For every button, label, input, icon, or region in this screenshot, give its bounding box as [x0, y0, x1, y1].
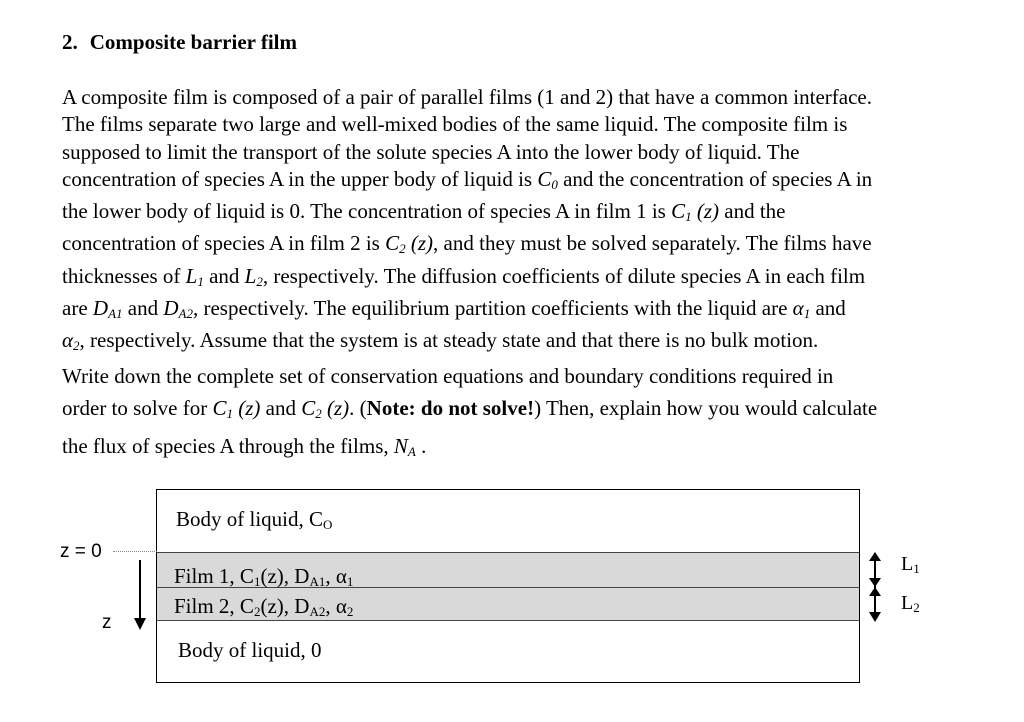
para1-line2: The films separate two large and well-mixed bodies of the same liquid. The composite film is: [62, 112, 848, 137]
para1-line1: A composite film is composed of a pair of parallel films (1 and 2) that have a common interface.: [62, 85, 872, 109]
para1-line8: are DA1 and DA2, respectively. The equilibrium partition coefficients with the liquid are α1 and: [62, 296, 846, 322]
note-bold: Note: do not solve!: [366, 396, 535, 420]
task-instructions: [62, 360, 982, 468]
upper-liquid-label: Body of liquid, CO: [176, 507, 333, 532]
z-zero-dotted-line: [113, 551, 157, 552]
z-direction-arrow-icon: [133, 560, 147, 630]
para1-line3: supposed to limit the transport of the solute species A into the lower body of liquid. The: [62, 139, 800, 164]
L1-label: L1: [901, 553, 920, 576]
para1-line5: the lower body of liquid is 0. The concentration of species A in film 1 is C1 (z) and the: [62, 199, 786, 225]
section-heading: [62, 30, 297, 55]
composite-film-diagram: [156, 489, 860, 683]
film2-label: Film 2, C2(z), DA2, α2: [174, 594, 354, 619]
lower-liquid-label: Body of liquid, 0: [178, 638, 322, 662]
problem-description: [62, 84, 982, 360]
para1-line7: thicknesses of L1 and L2, respectively. The diffusion coefficients of dilute species A in each film: [62, 263, 866, 289]
para2-line3: the flux of species A through the films, NA .: [62, 434, 427, 459]
section-number: 2.: [62, 30, 78, 54]
para2-line2: order to solve for C1 (z) and C2 (z). (Note: do not solve!) Then, explain how you would calculate: [62, 396, 878, 421]
z-axis-label: z: [102, 612, 112, 633]
para1-line6: concentration of species A in film 2 is C2 (z), and they must be solved separately. The films have: [62, 231, 872, 257]
L2-label: L2: [901, 592, 920, 615]
para1-line9: α2, respectively. Assume that the system is at steady state and that there is no bulk motion.: [62, 328, 819, 354]
thickness-arrows-icon: [866, 551, 884, 623]
section-title: Composite barrier film: [89, 30, 297, 54]
film1-label: Film 1, C1(z), DA1, α1: [174, 564, 354, 589]
z-zero-label: z = 0: [60, 541, 102, 562]
para2-line1: Write down the complete set of conservation equations and boundary conditions required in: [62, 364, 834, 388]
para1-line4: concentration of species A in the upper body of liquid is C0 and the concentration of species A in: [62, 166, 873, 192]
